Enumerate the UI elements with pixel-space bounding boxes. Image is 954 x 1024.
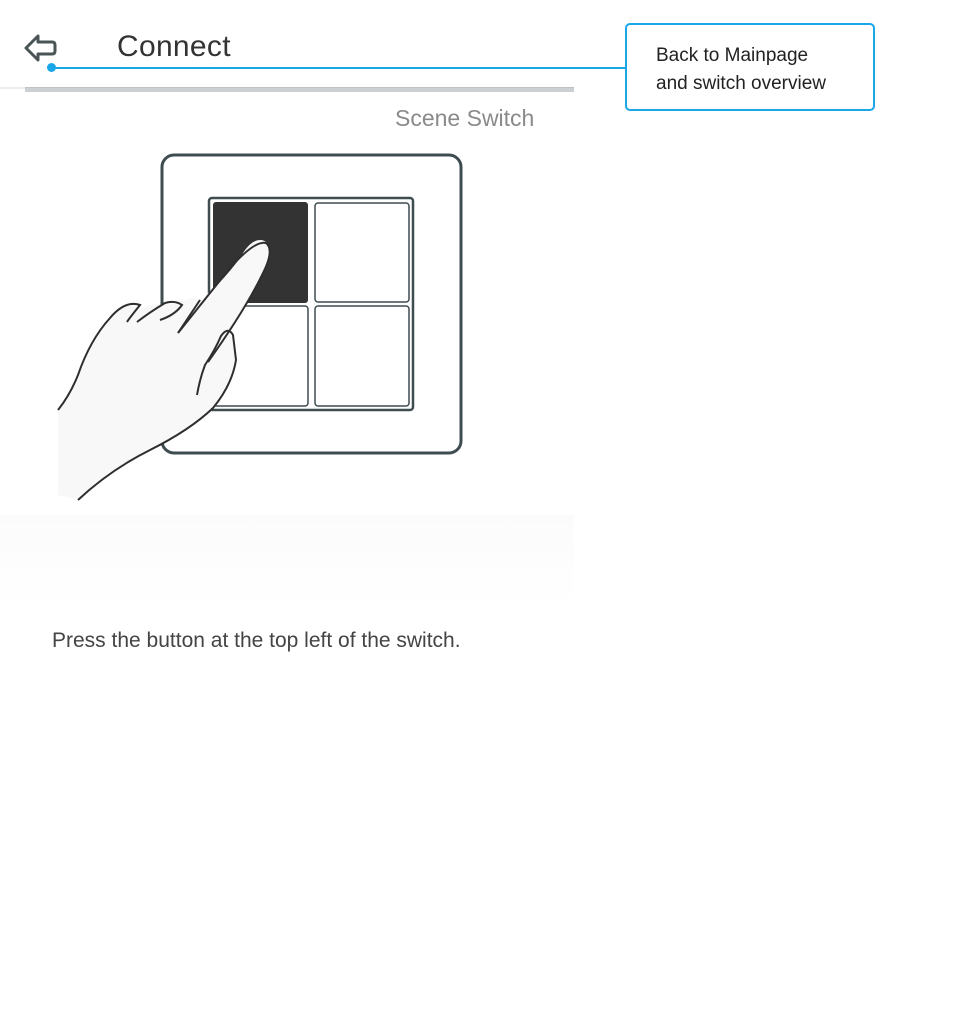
button-top-right [315, 203, 409, 302]
illustration-fade [0, 515, 574, 605]
header-divider-left [0, 87, 25, 89]
device-name: Scene Switch [395, 105, 535, 131]
annotation-line-2: and switch overview [656, 73, 827, 94]
switch-illustration [55, 150, 475, 510]
back-button[interactable] [22, 32, 58, 66]
header-divider [25, 87, 574, 92]
instruction-text: Press the button at the top left of the switch. [52, 629, 461, 652]
arrow-left-icon [22, 32, 58, 66]
header-bar [0, 0, 574, 92]
annotation-line-1: Back to Mainpage [656, 45, 809, 66]
page-title: Connect [117, 30, 231, 63]
button-bottom-right [315, 306, 409, 406]
annotation-callout [625, 23, 875, 111]
annotation-anchor-dot [47, 63, 56, 72]
annotation-leader-line [51, 67, 626, 69]
